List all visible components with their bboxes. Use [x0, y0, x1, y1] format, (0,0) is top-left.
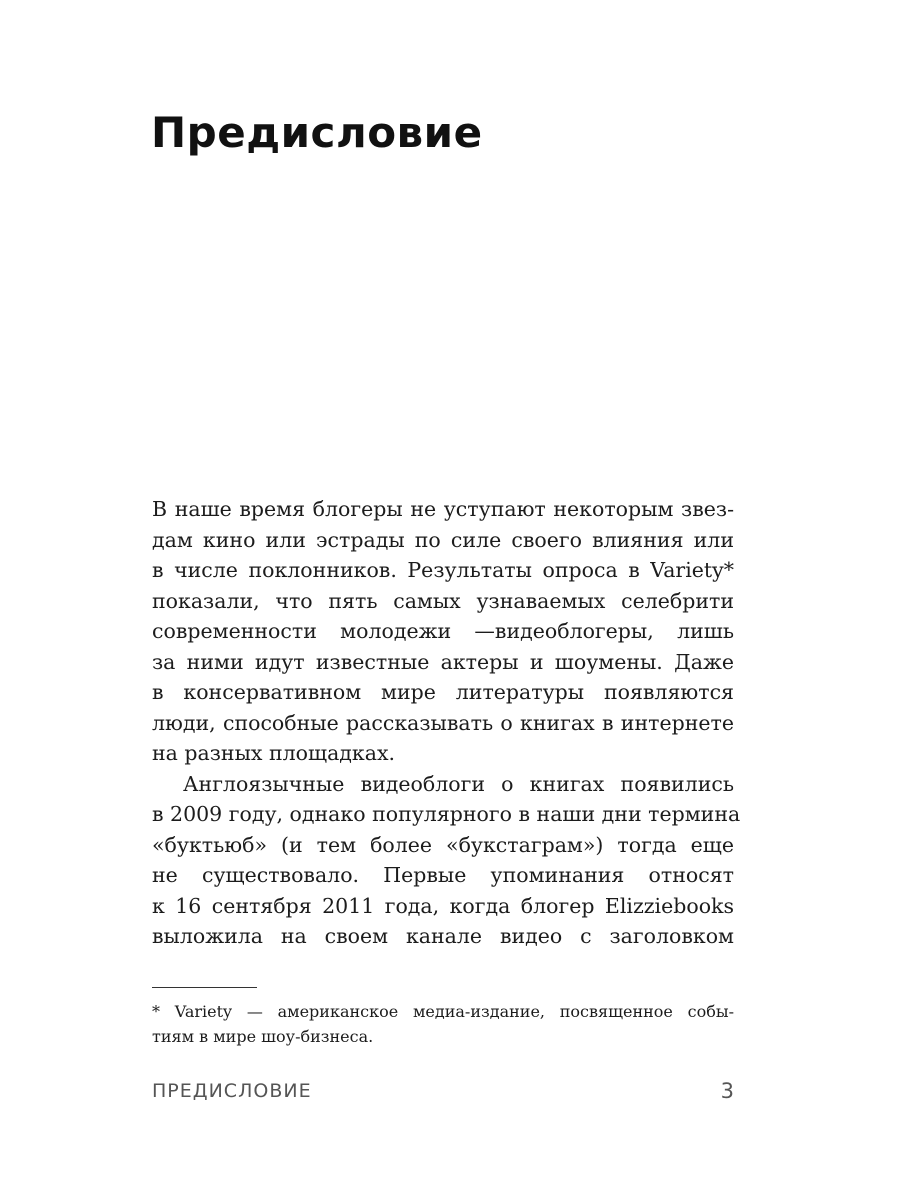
text-line: в числе поклонников. Результаты опроса в Variety*: [152, 558, 734, 582]
chapter-title: Предисловие: [151, 108, 483, 157]
text-line: современности молодежи —видеоблогеры, лишь: [152, 619, 734, 643]
text-line: не существовало. Первые упоминания относят: [152, 863, 734, 887]
text-line: в консервативном мире литературы появляются: [152, 680, 734, 704]
footnote-line: * Variety — американское медиа-издание, посвященное собы-: [152, 1002, 734, 1021]
text-line: люди, способные рассказывать о книгах в интернете: [152, 710, 734, 735]
text-line: на разных площадках.: [152, 741, 396, 765]
paragraph: [152, 494, 734, 769]
text-line: «буктьюб» (и тем более «букстаграм») тогда еще: [152, 832, 734, 857]
text-line: В наше время блогеры не уступают некоторым звез-: [152, 497, 734, 521]
paragraph: [152, 769, 741, 952]
footnote-divider: [152, 987, 257, 988]
text-line: в 2009 году, однако популярного в наши дни термина: [152, 802, 741, 826]
footnote-line: тиям в мире шоу-бизнеса.: [152, 1026, 374, 1046]
running-head: ПРЕДИСЛОВИЕ: [152, 1080, 312, 1102]
text-line: за ними идут известные актеры и шоумены. Даже: [152, 649, 734, 674]
text-line: показали, что пять самых узнаваемых селебрити: [152, 588, 734, 613]
text-line: выложила на своем канале видео с заголовком: [152, 924, 734, 948]
body-text: [152, 494, 741, 952]
page-number: 3: [720, 1079, 734, 1103]
footnote: [152, 1000, 734, 1049]
text-line: Англоязычные видеоблоги о книгах появились: [183, 771, 734, 796]
text-line: дам кино или эстрады по силе своего влияния или: [152, 527, 734, 552]
text-line: к 16 сентября 2011 года, когда блогер Elizziebooks: [152, 893, 734, 918]
